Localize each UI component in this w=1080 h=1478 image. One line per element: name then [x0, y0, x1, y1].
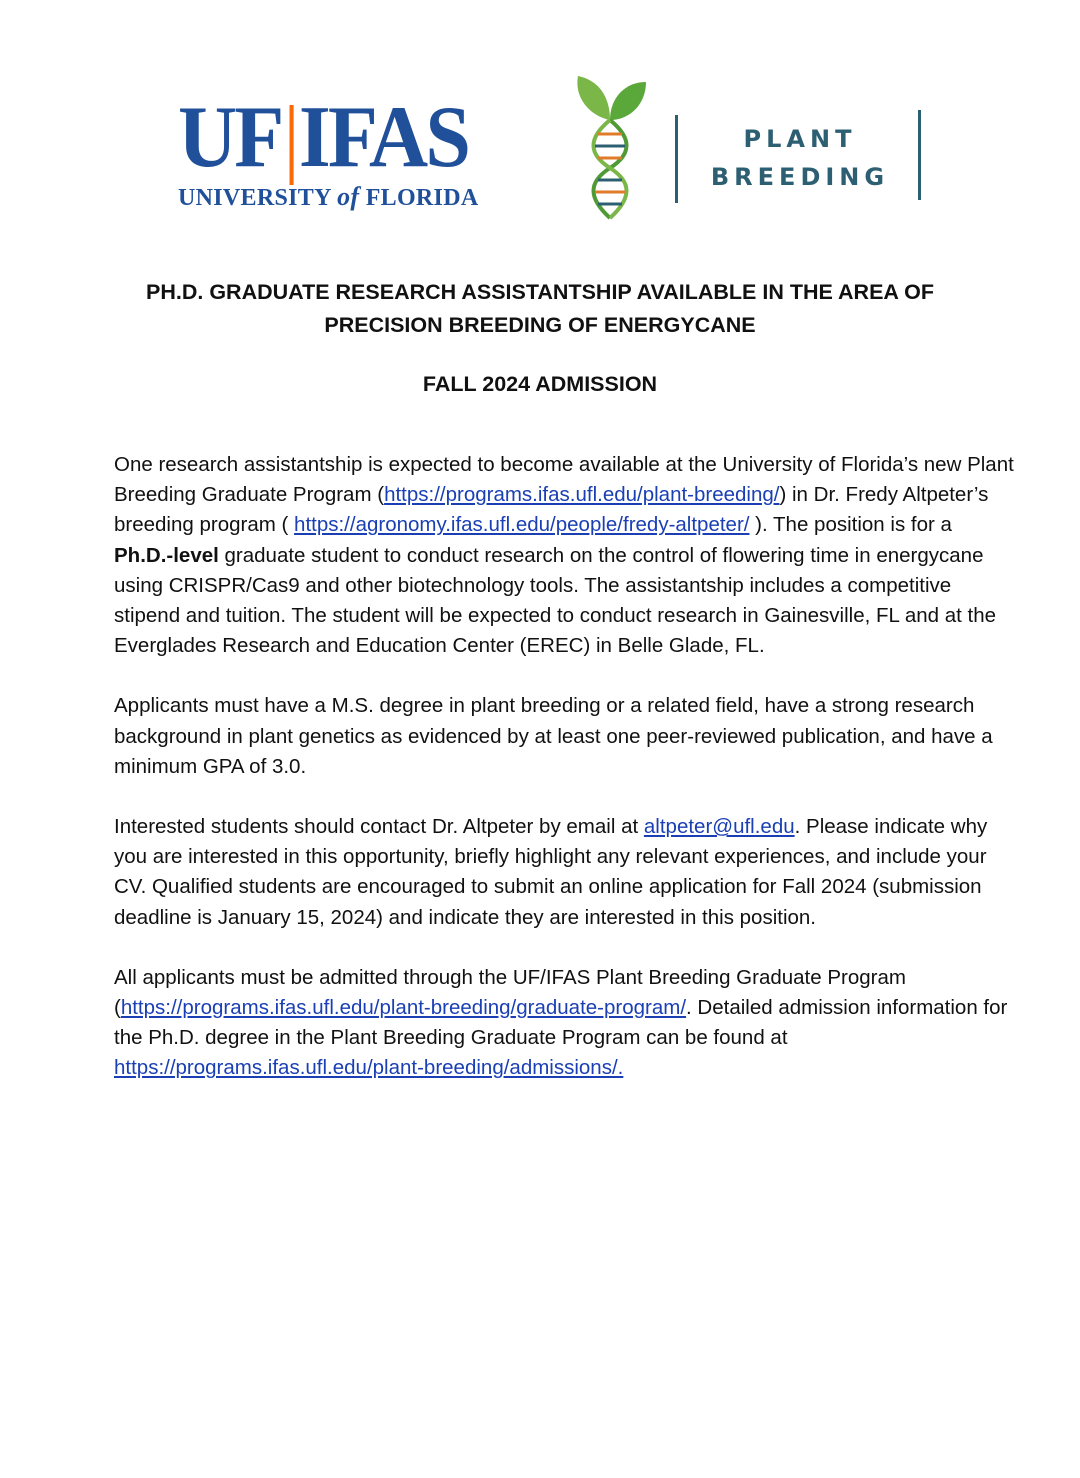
p4-text-2: . Detailed admission information for the Ph.D. degree in the Plant Breeding Graduate Program can be found at — [114, 996, 1008, 1050]
plant-breeding-program-link[interactable]: https://programs.ifas.ufl.edu/plant-breeding/ — [384, 483, 780, 507]
paragraph-admission — [114, 963, 1014, 1084]
admissions-link[interactable]: https://programs.ifas.ufl.edu/plant-breeding/admissions/. — [114, 1056, 624, 1080]
altpeter-profile-link[interactable]: https://agronomy.ifas.ufl.edu/people/fredy-altpeter/ — [294, 513, 750, 537]
p1-text-1: One research assistantship is expected to become available at the University of Florida’s new Plant Breeding Graduate Program ( — [114, 453, 1014, 507]
paragraph-contact — [114, 812, 1014, 933]
admission-heading: FALL 2024 ADMISSION — [422, 372, 658, 396]
uf-sub-after: FLORIDA — [359, 185, 479, 211]
graduate-program-link[interactable]: https://programs.ifas.ufl.edu/plant-breeding/graduate-program/ — [120, 996, 687, 1020]
p1-text-2: ) in Dr. Fredy Altpeter’s breeding program ( — [114, 483, 989, 537]
phd-level-bold: Ph.D.-level — [114, 543, 219, 567]
body-text — [114, 450, 1014, 1114]
divider-right — [918, 110, 921, 200]
uf-ifas-logo — [178, 89, 518, 212]
plant-breeding-wordmark — [700, 120, 900, 196]
p4-text-1: All applicants must be admitted through the UF/IFAS Plant Breeding Graduate Program ( — [114, 965, 906, 1020]
uf-word-bar: | — [283, 89, 297, 186]
title-line-2: PRECISION BREEDING OF ENERGYCANE — [324, 313, 756, 337]
plant-word: PLANT — [743, 125, 857, 153]
uf-sub-before: UNIVERSITY — [178, 185, 338, 211]
plant-dna-icon — [570, 68, 650, 223]
title-block — [90, 276, 990, 401]
university-of-florida-wordmark — [178, 182, 518, 212]
p1-text-4: graduate student to conduct research on the control of flowering time in energycane using CRISPR/Cas9 and other biotechnology tools. The assistantship includes a competitive stipend and tuition. The student will be expected to conduct research in Gainesville, FL and at the Everglades Research and Education Center (EREC) in Belle Glade, FL. — [114, 543, 997, 658]
email-link[interactable]: altpeter@ufl.edu — [643, 815, 795, 839]
uf-word-left: UF — [178, 89, 282, 186]
p1-text-3: ). The position is for a — [749, 513, 952, 537]
uf-ifas-wordmark — [178, 89, 494, 186]
paragraph-requirements: Applicants must have a M.S. degree in plant breeding or a related field, have a strong research background in plant genetics as evidenced by at least one peer-reviewed publication, and have a minimum GPA of 3.0. — [114, 694, 993, 778]
title-line-1: PH.D. GRADUATE RESEARCH ASSISTANTSHIP AVAILABLE IN THE AREA OF — [146, 280, 934, 304]
page-header — [0, 60, 1080, 230]
uf-word-right: IFAS — [298, 89, 469, 186]
paragraph-description — [114, 450, 1014, 661]
divider-left — [675, 115, 678, 203]
p3-text-1: Interested students should contact Dr. Altpeter by email at — [114, 815, 644, 839]
p3-text-2: . Please indicate why you are interested in this opportunity, briefly highlight any relevant experiences, and include your CV. Qualified students are encouraged to submit an online application for Fall 2024 (submission deadline is January 15, 2024) and indicate they are interested in this position. — [114, 815, 988, 929]
breeding-word: BREEDING — [710, 163, 890, 191]
uf-sub-of: of — [337, 182, 360, 211]
